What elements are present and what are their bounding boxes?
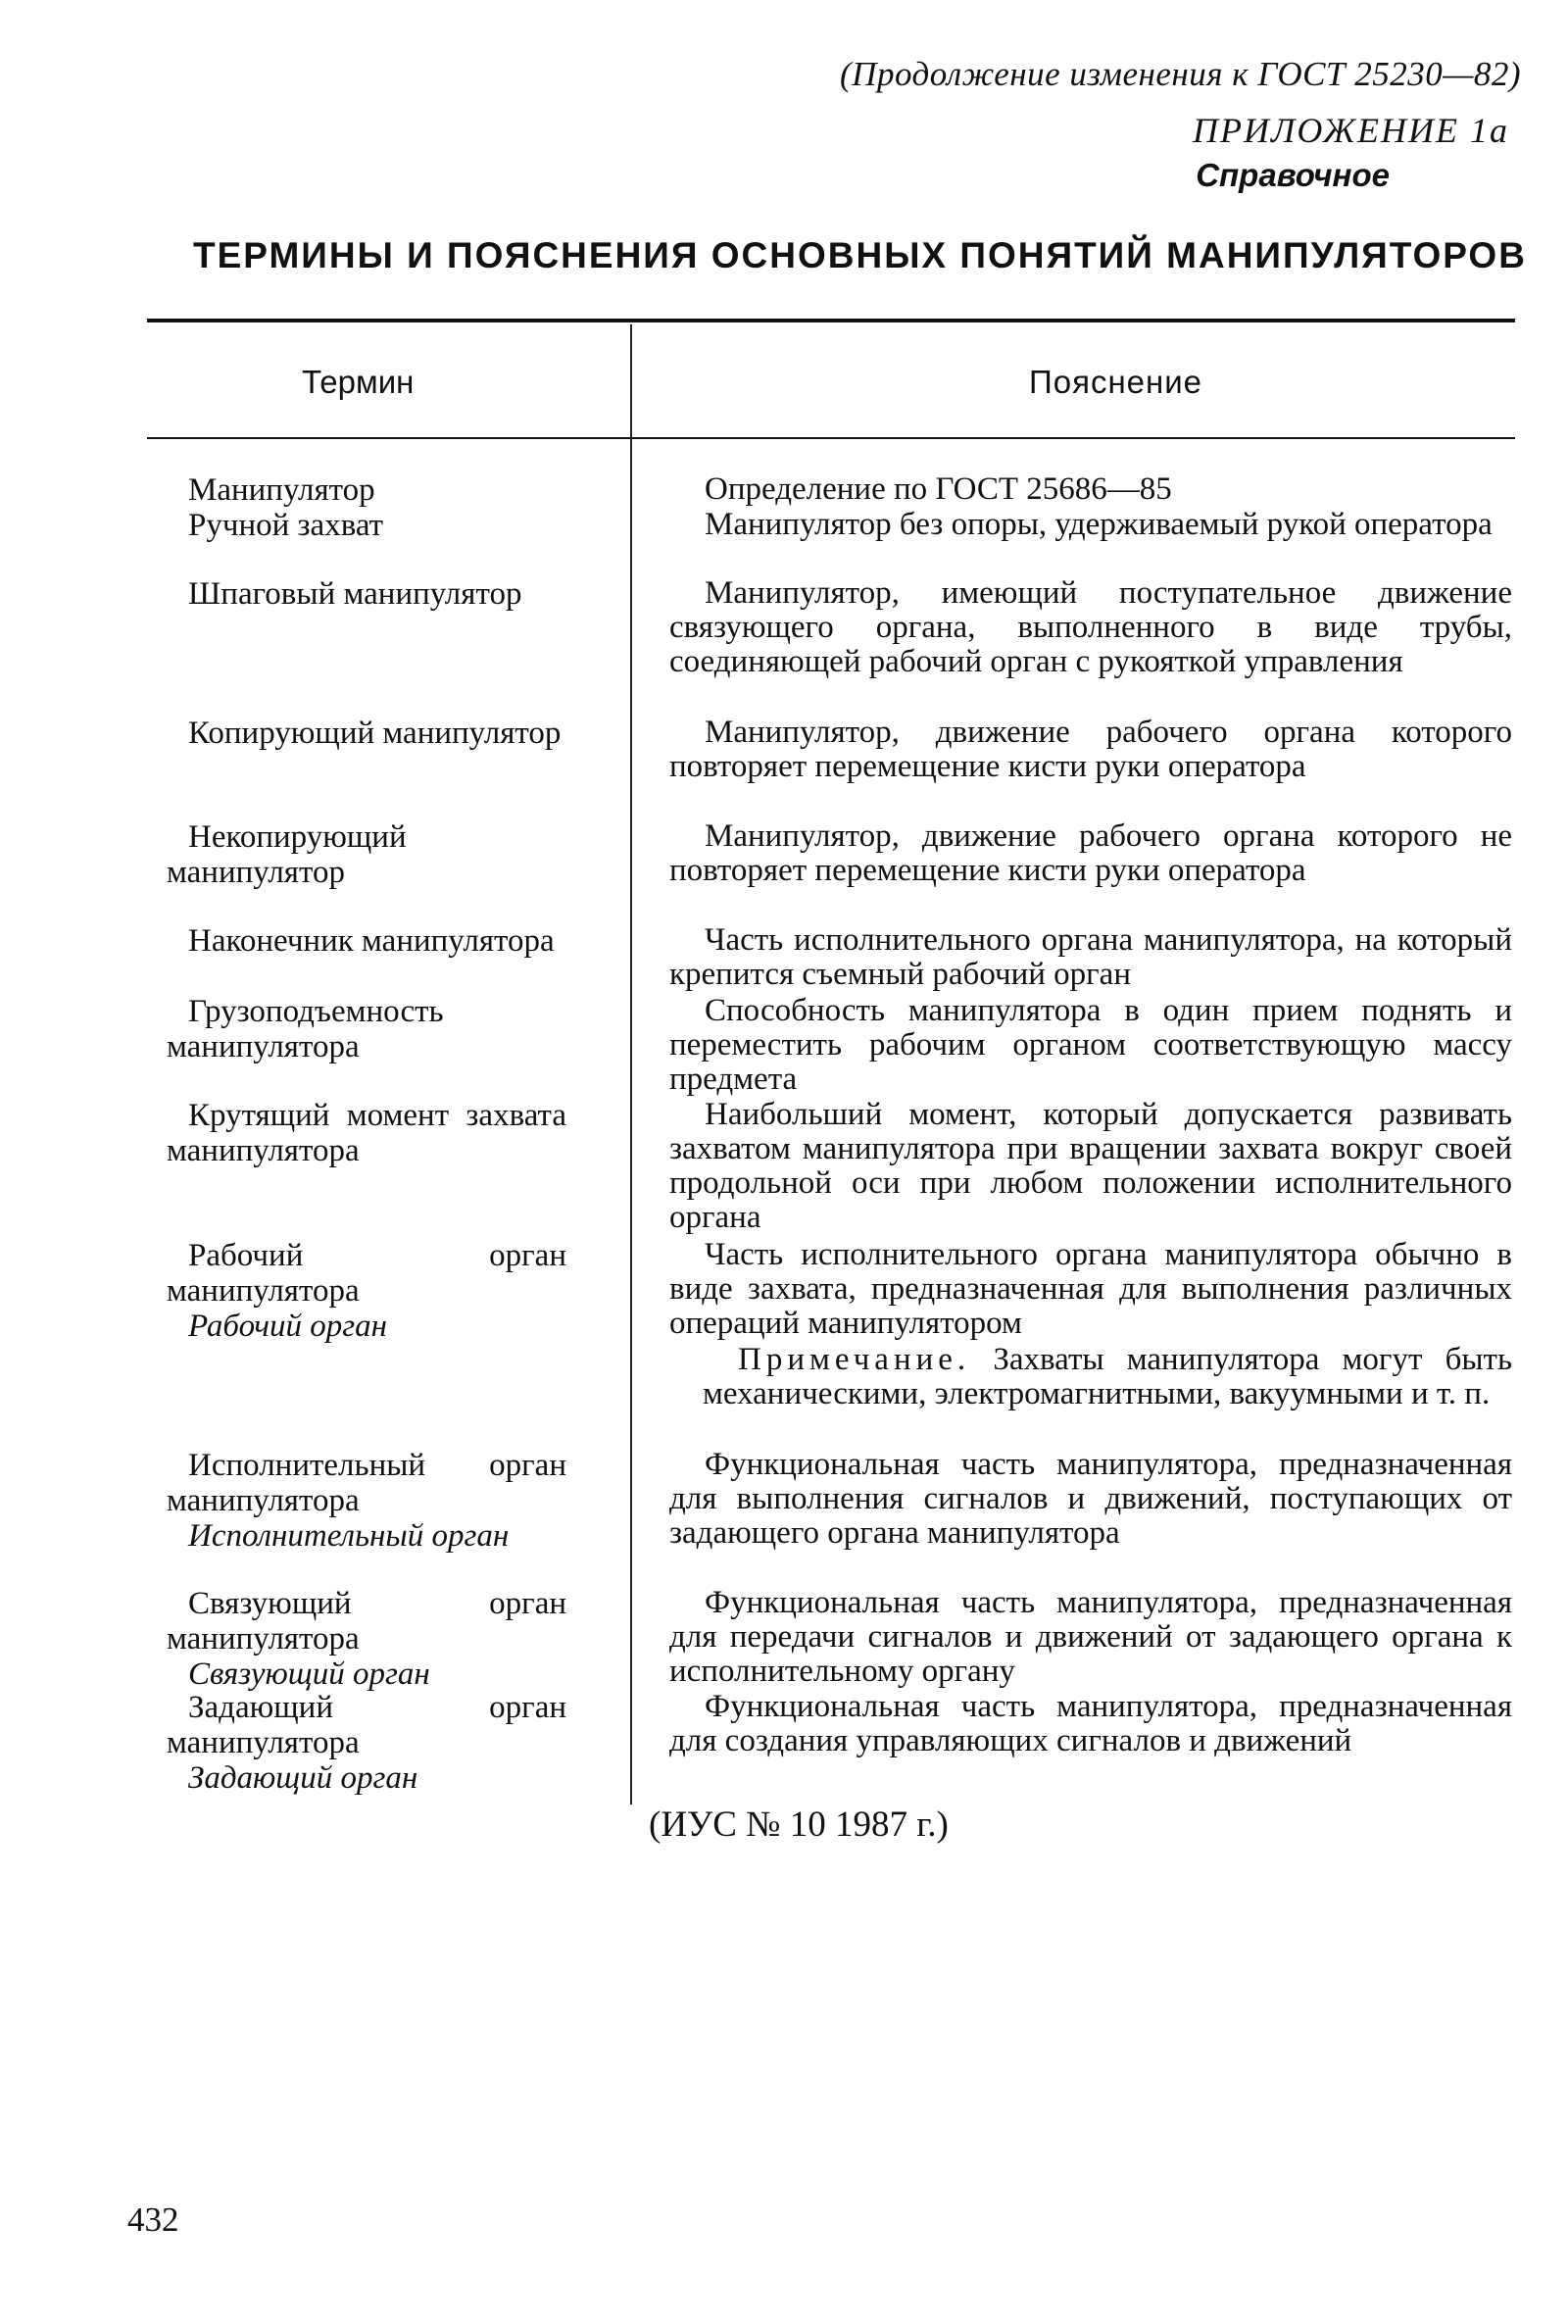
explanation-cell: Функциональная часть манипулятора, предназначенная для передачи сигналов и движений от задающего органа к исполнительному органу — [669, 1585, 1512, 1689]
explanation-cell: Часть исполнительного органа манипулятора, на который крепится съемный рабочий орган — [669, 922, 1512, 992]
explanation-cell: Функциональная часть манипулятора, предназначенная для создания управляющих сигналов и движений — [669, 1689, 1512, 1758]
term-cell: Задающий орган манипулятора Задающий орган — [167, 1690, 566, 1796]
term-cell: Связующий орган манипулятора Связующий орган — [167, 1586, 566, 1692]
term-cell: Копирующий манипулятор — [188, 716, 562, 751]
term-cell: Грузоподъемность манипулятора — [167, 994, 444, 1064]
explanation-cell: Манипулятор, движение рабочего органа которого повторяет перемещение кисти руки оператора — [669, 715, 1512, 784]
term-cell: Манипулятор — [188, 472, 375, 508]
explanation-cell: Манипулятор, движение рабочего органа которого не повторяет перемещение кисти руки оператора — [669, 818, 1512, 888]
explanation-cell: Способность манипулятора в один прием поднять и переместить рабочим органом соответствующую массу предмета — [669, 993, 1512, 1097]
column-header-explanation: Пояснение — [1029, 364, 1203, 400]
term-cell: Рабочий орган манипулятора Рабочий орган — [167, 1238, 566, 1344]
term-cell: Наконечник манипулятора — [188, 923, 555, 959]
term-synonym: Исполнительный орган — [188, 1518, 510, 1554]
term-synonym: Связующий орган — [188, 1656, 430, 1692]
explanation-cell: Манипулятор без опоры, удерживаемый рукой оператора — [705, 507, 1493, 542]
explanation-cell: Наибольший момент, который допускается развивать захватом манипулятора при вращении захвата вокруг своей продольной оси при любом положении исполнительного органа — [669, 1097, 1512, 1235]
explanation-cell: Функциональная часть манипулятора, предназначенная для выполнения сигналов и движений, поступающих от задающего органа манипулятора — [669, 1447, 1512, 1551]
reference-label: Справочное — [1196, 157, 1390, 193]
appendix-label: ПРИЛОЖЕНИЕ 1а — [1193, 111, 1509, 150]
continuation-note: (Продолжение изменения к ГОСТ 25230—82) — [840, 55, 1521, 93]
term-synonym: Задающий орган — [188, 1760, 418, 1796]
source-reference: (ИУС № 10 1987 г.) — [649, 1805, 949, 1845]
explanation-cell: Манипулятор, имеющий поступательное движение связующего органа, выполненного в виде трубы, соединяющей рабочий орган с рукояткой управления — [669, 575, 1512, 679]
note-text: Захваты манипулятора могут быть механическими, электромагнитными, вакуумными и т. п. — [703, 1342, 1512, 1411]
note-label: Примечание. — [738, 1342, 971, 1377]
explanation-cell: Часть исполнительного органа манипулятора обычно в виде захвата, предназначенная для выполнения различных операций манипулятором — [669, 1237, 1512, 1341]
table-note — [703, 1343, 1512, 1411]
explanation-cell: Определение по ГОСТ 25686—85 — [705, 471, 1172, 507]
page-number: 432 — [127, 2200, 179, 2239]
term-cell: Некопирующий манипулятор — [167, 819, 407, 890]
term-cell: Ручной захват — [188, 508, 384, 543]
table-top-rule — [147, 319, 1515, 322]
table-header-rule — [147, 437, 1515, 439]
page-title: ТЕРМИНЫ И ПОЯСНЕНИЯ ОСНОВНЫХ ПОНЯТИЙ МАНИПУЛЯТОРОВ — [193, 235, 1527, 275]
term-cell: Исполнительный орган манипулятора Исполнительный орган — [167, 1448, 566, 1554]
column-header-term: Термин — [302, 364, 415, 400]
term-cell: Крутящий момент захвата манипулятора — [167, 1098, 566, 1168]
term-synonym: Рабочий орган — [188, 1309, 387, 1344]
term-cell: Шпаговый манипулятор — [188, 576, 522, 612]
column-divider — [630, 324, 632, 1805]
